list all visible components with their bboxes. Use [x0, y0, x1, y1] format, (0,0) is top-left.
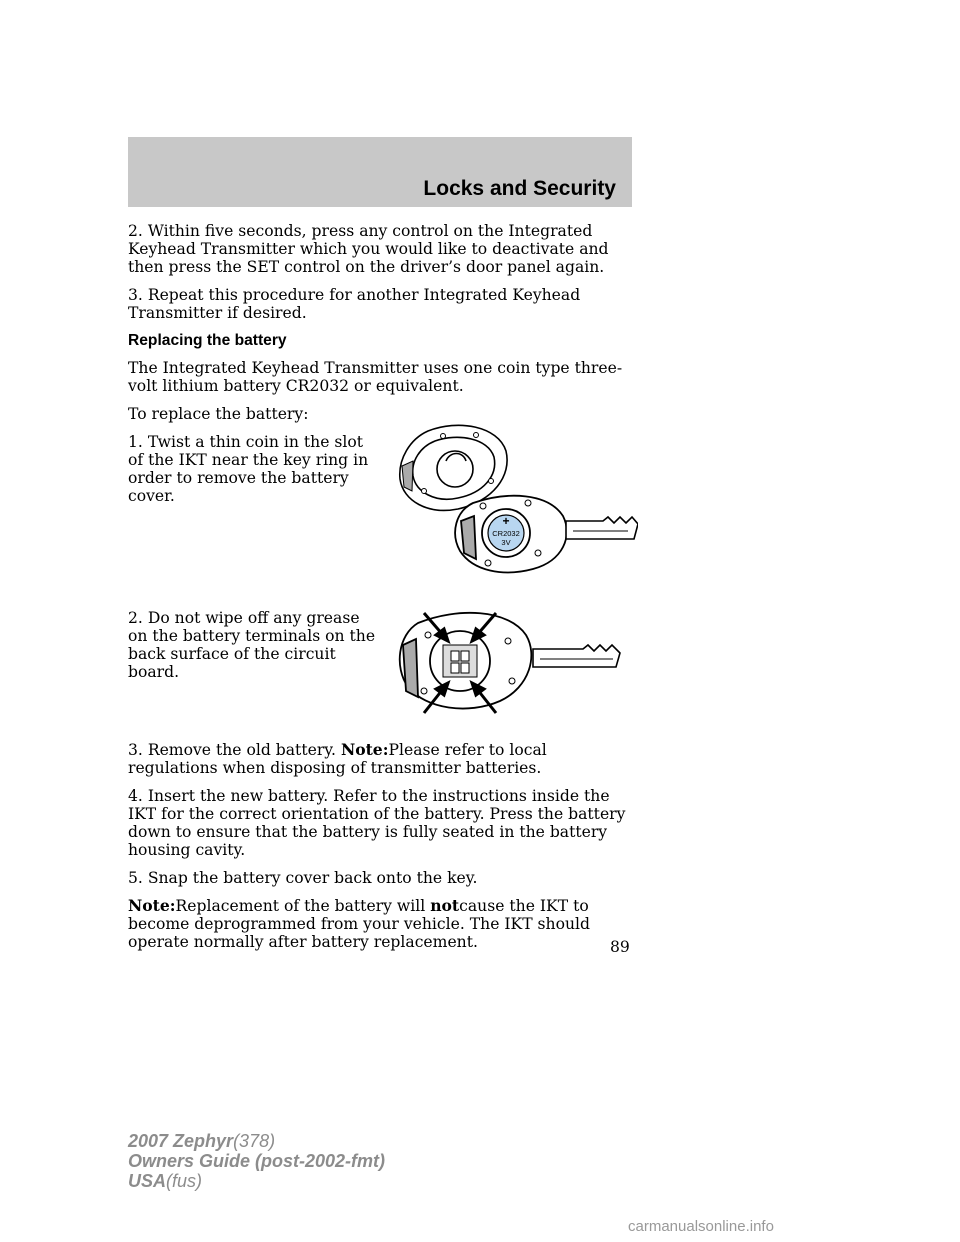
replace-step-2: 2. Do not wipe off any grease on the battery terminals on the back surface of the circuit board.	[128, 609, 376, 681]
section-title: Locks and Security	[423, 177, 616, 200]
final-note-text-b: cause the IKT to become deprogrammed from your vehicle. The IKT should operate normally after battery replacement.	[128, 897, 590, 951]
document-footer	[128, 1131, 385, 1191]
replace-step-5: 5. Snap the battery cover back onto the key.	[128, 869, 478, 887]
footer-model: 2007 Zephyr	[128, 1131, 234, 1151]
final-note-not: not	[430, 896, 460, 915]
battery-model-label: CR2032	[492, 529, 520, 538]
section-header-band	[128, 137, 632, 207]
final-note	[128, 897, 638, 951]
footer-market-code: (fus)	[166, 1171, 203, 1191]
battery-voltage-label: 3V	[501, 538, 511, 547]
watermark-link[interactable]: carmanualsonline.info	[628, 1218, 774, 1235]
step3-text: 3. Remove the old battery.	[128, 741, 336, 759]
footer-market: USA	[128, 1171, 167, 1191]
battery-terminals-illustration	[388, 605, 638, 725]
page-content	[128, 222, 638, 961]
replace-step-1: 1. Twist a thin coin in the slot of the IKT near the key ring in order to remove the battery cover.	[128, 433, 369, 505]
paragraph-step2: 2. Within five seconds, press any control on the Integrated Keyhead Transmitter which you would like to deactivate and then press the SET control on the driver’s door panel again.	[128, 222, 609, 276]
figure-row-2	[128, 609, 638, 741]
paragraph-to-replace: To replace the battery:	[128, 405, 309, 423]
paragraph-intro: The Integrated Keyhead Transmitter uses one coin type three-volt lithium battery CR2032 or equivalent.	[128, 359, 623, 395]
battery-plus-label: +	[502, 514, 510, 528]
heading-replacing-battery: Replacing the battery	[128, 332, 287, 349]
key-battery-cover-illustration	[388, 421, 638, 591]
figure-row-1	[128, 433, 638, 609]
final-note-text-a: Replacement of the battery will	[175, 897, 426, 915]
step3-note-text: Please refer to local regulations when disposing of transmitter batteries.	[128, 741, 547, 777]
page-number: 89	[610, 938, 630, 956]
replace-step-3	[128, 741, 638, 777]
step3-note-label: Note:	[340, 740, 389, 759]
footer-guide: Owners Guide (post-2002-fmt)	[128, 1151, 386, 1171]
replace-step-4: 4. Insert the new battery. Refer to the instructions inside the IKT for the correct orientation of the battery. Press the battery down to ensure that the battery is fully seated in the battery housing cavity.	[128, 787, 626, 859]
paragraph-step3: 3. Repeat this procedure for another Integrated Keyhead Transmitter if desired.	[128, 286, 581, 322]
footer-model-code: (378)	[233, 1131, 276, 1151]
final-note-label: Note:	[128, 896, 176, 915]
